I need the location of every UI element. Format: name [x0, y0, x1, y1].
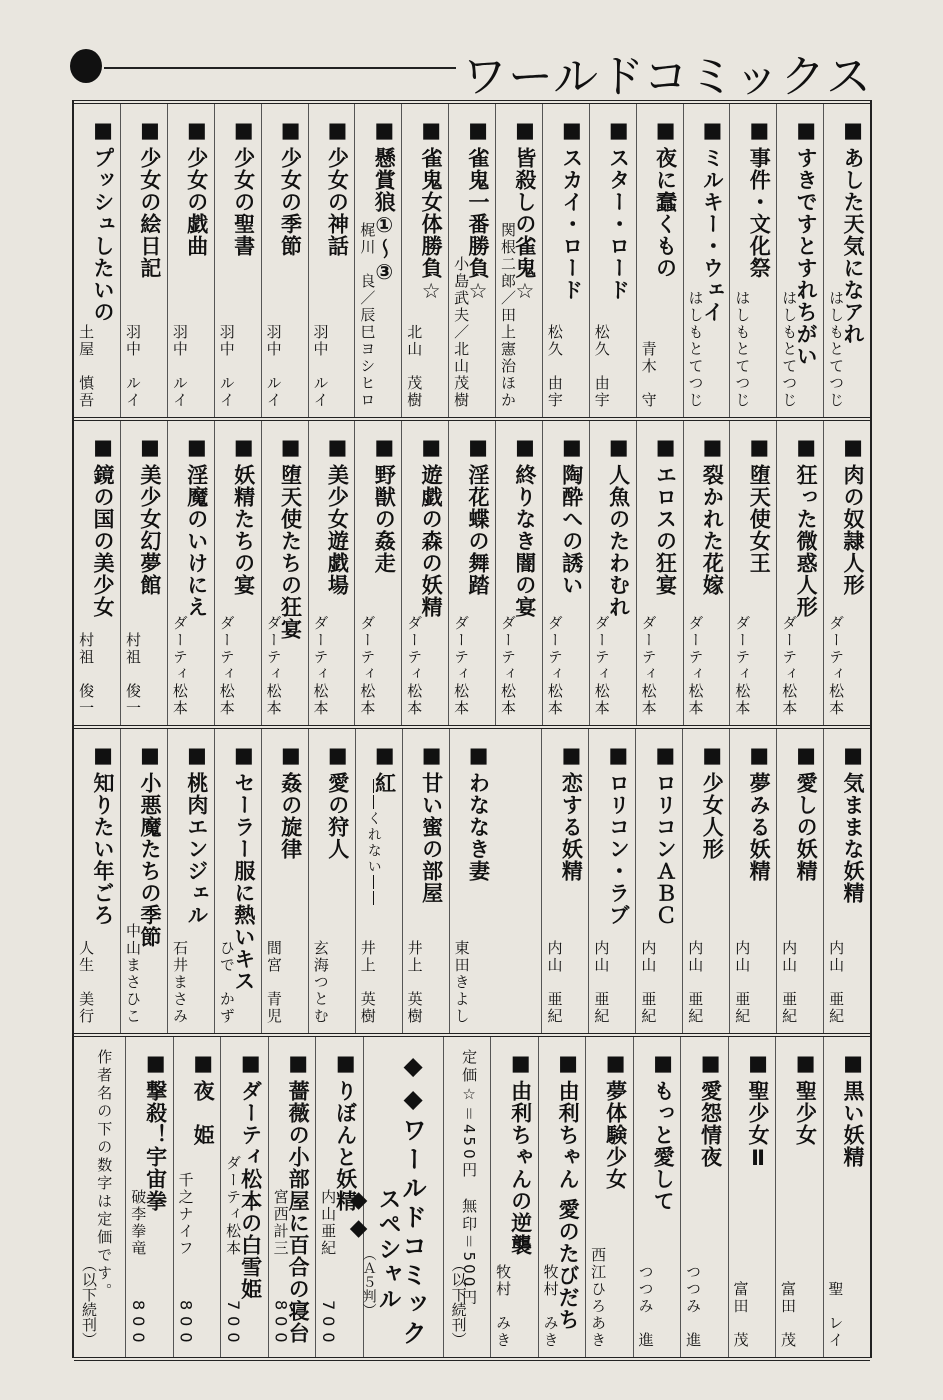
book-price: 700	[224, 1300, 244, 1349]
list-item	[449, 729, 496, 1033]
book-author: ダーティ松本	[224, 1155, 243, 1257]
list-item	[635, 729, 682, 1033]
book-author: 破李拳竜	[129, 1189, 148, 1257]
book-title: ■ 妖精たちの宴	[232, 435, 256, 596]
list-item	[538, 1037, 585, 1357]
book-author: 牧村 みき	[494, 1264, 513, 1349]
catalog-section	[74, 725, 870, 1033]
book-price: 700	[319, 1300, 339, 1349]
book-author: 内山亜紀	[319, 1189, 338, 1257]
book-title: ■ 愛しの妖精	[794, 743, 818, 882]
list-item	[823, 729, 870, 1033]
list-item	[823, 104, 870, 417]
list-item	[541, 729, 588, 1033]
book-author: はしもとてつじ	[733, 290, 752, 409]
list-item	[315, 1037, 362, 1357]
book-author: 内山 亜紀	[545, 940, 564, 1025]
list-item	[633, 1037, 680, 1357]
price-note-text: 作者名の下の数字は定価です。	[95, 1049, 114, 1301]
book-title: ■ 人魚のたわむれ	[607, 435, 631, 618]
book-price: 800	[271, 1300, 291, 1349]
book-title: ■ 夜に蠢くもの	[654, 118, 678, 279]
list-item	[823, 421, 870, 725]
book-author: 羽中 ルイ	[264, 324, 283, 409]
list-item	[729, 729, 776, 1033]
book-author: ダーティ松本	[170, 615, 189, 717]
book-author: ダーティ松本	[358, 615, 377, 717]
book-title: ■ 夢体験少女	[604, 1051, 628, 1190]
catalog-section	[74, 100, 870, 417]
list-item	[401, 421, 448, 725]
book-author: 宮西計三	[271, 1189, 290, 1257]
book-author: ひで かず	[217, 940, 236, 1025]
list-item	[495, 104, 542, 417]
list-item	[220, 1037, 267, 1357]
book-author: 羽中 ルイ	[217, 324, 236, 409]
book-author: ダーティ松本	[592, 615, 611, 717]
book-author: ダーティ松本	[545, 615, 564, 717]
book-title: ■ 少女人形	[700, 743, 724, 860]
list-item	[402, 729, 449, 1033]
list-item	[589, 104, 636, 417]
list-item	[125, 1037, 172, 1357]
book-title: ■ ロリコン・ラブ	[606, 743, 630, 926]
header-rule	[104, 67, 456, 69]
header-bullet-icon	[70, 49, 102, 83]
book-title: ■ 淫魔のいけにえ	[185, 435, 209, 618]
book-author: 松久 由宇	[592, 324, 611, 409]
list-item	[268, 1037, 315, 1357]
book-author: 中山まさひこ	[124, 923, 142, 1025]
book-author: つつみ 進	[684, 1264, 703, 1349]
book-author: 北山 茂樹	[405, 324, 424, 409]
book-title: ■ 堕天使たちの狂宴	[279, 435, 303, 640]
list-item	[448, 421, 495, 725]
list-item	[74, 729, 120, 1033]
list-item	[214, 421, 261, 725]
book-author: 土屋 慎吾	[77, 324, 96, 409]
book-price: 800	[129, 1300, 149, 1349]
list-item	[585, 1037, 632, 1357]
book-title: ■ プッシュしたいの	[91, 118, 115, 323]
book-author: 小島武夫／北山茂樹	[452, 256, 471, 409]
list-item	[74, 421, 120, 725]
book-author: ダーティ松本	[405, 615, 424, 717]
book-author: はしもとてつじ	[780, 290, 799, 409]
book-author: 村祖 俊一	[77, 632, 96, 717]
book-title: ■ 懸賞狼①〜③	[372, 118, 396, 285]
book-title: ■ 恋する妖精	[559, 743, 583, 882]
book-title: ■ 終りなき闇の宴	[513, 435, 537, 618]
book-title: ■ 少女の聖書	[232, 118, 256, 257]
list-item	[401, 104, 448, 417]
book-author: 内山 亜紀	[780, 940, 799, 1025]
book-author: 青木 守	[639, 341, 658, 409]
book-title: ■ 少女の季節	[279, 118, 303, 257]
list-item	[167, 104, 214, 417]
book-title: ■ 愛怨情夜	[699, 1051, 723, 1168]
price-legend-text: 定価☆＝450円 無印＝500円	[460, 1049, 479, 1308]
format-label: （Ａ５判）	[360, 1247, 377, 1317]
list-item	[775, 1037, 822, 1357]
catalog-section	[74, 1033, 870, 1361]
list-item	[173, 1037, 220, 1357]
book-author: 内山 亜紀	[827, 940, 846, 1025]
book-author: 羽中 ルイ	[311, 324, 330, 409]
list-item	[588, 729, 635, 1033]
book-author: 内山 亜紀	[686, 940, 705, 1025]
book-title: ■ あした天気になアれ	[841, 118, 865, 345]
list-item	[776, 104, 823, 417]
price-legend	[443, 1037, 490, 1357]
list-item	[729, 104, 776, 417]
book-author: 富田 茂	[779, 1281, 798, 1349]
list-item	[167, 421, 214, 725]
book-author: 人生 美行	[77, 940, 96, 1025]
list-item	[823, 1037, 870, 1357]
book-title: ■ 堕天使女王	[747, 435, 771, 574]
book-price: 800	[176, 1300, 196, 1349]
list-item	[355, 729, 402, 1033]
book-title: ■ スカイ・ロード	[560, 118, 584, 301]
book-title: ■ 夜 姫	[191, 1051, 215, 1146]
series-heading-line2: スペシャル◆◆	[345, 1187, 401, 1312]
book-author: 羽中 ルイ	[124, 324, 142, 409]
page-title: ワールドコミックス	[462, 50, 872, 103]
book-title: ■ 野獣の姦走	[372, 435, 396, 574]
book-title: ■ 聖少女	[794, 1051, 818, 1146]
book-title: ■ 愛の狩人	[326, 743, 350, 860]
blank-column	[496, 729, 542, 1033]
book-title: ■ 鏡の国の美少女	[91, 435, 115, 618]
list-item	[120, 729, 167, 1033]
book-author: 内山 亜紀	[639, 940, 658, 1025]
book-title: ■ 狂った微惑人形	[794, 435, 818, 618]
book-title: ■ ロリコンＡＢＣ	[653, 743, 677, 926]
list-item	[261, 421, 308, 725]
book-author: ダーティ松本	[311, 615, 330, 717]
book-title: ■ 桃肉エンジェル	[185, 743, 209, 926]
continued-label: （以下続刊）	[449, 1257, 468, 1347]
book-author: 井上 英樹	[358, 940, 377, 1025]
book-title: ■ わななき妻	[467, 743, 491, 882]
book-author: 松久 由宇	[545, 324, 564, 409]
book-author: ダーティ松本	[452, 615, 471, 717]
book-title: ■ 聖少女Ⅱ	[746, 1051, 770, 1171]
list-item	[490, 1037, 537, 1357]
list-item	[448, 104, 495, 417]
book-title: ■ 薔薇の小部屋に百合の寝台	[286, 1051, 310, 1344]
book-author: 村祖 俊一	[124, 632, 142, 717]
book-author: ダーティ松本	[733, 615, 752, 717]
book-title: ■ 陶酔への誘い	[560, 435, 584, 596]
list-item	[776, 421, 823, 725]
continued-label: （以下続刊）	[80, 1257, 99, 1347]
book-author: ダーティ松本	[639, 615, 658, 717]
catalog-section	[74, 417, 870, 725]
book-title: ■ 撃殺！宇宙拳	[144, 1051, 168, 1212]
book-title: ■ 由利ちゃんの逆襲	[509, 1051, 533, 1256]
book-author: ダーティ松本	[217, 615, 236, 717]
list-item	[74, 104, 120, 417]
list-item	[308, 421, 355, 725]
list-item	[542, 421, 589, 725]
series-heading-line1: ◆◆ワールドコミック	[398, 1051, 428, 1349]
list-item	[308, 729, 355, 1033]
book-title: ■ 事件・文化祭	[747, 118, 771, 279]
list-item	[354, 421, 401, 725]
list-item	[120, 421, 167, 725]
book-title: ■ 由利ちゃん 愛のたびだち	[556, 1051, 580, 1330]
book-title: ■ 雀鬼女体勝負☆	[419, 118, 443, 304]
book-title: ■ 遊戯の森の妖精	[419, 435, 443, 618]
book-author: 井上 英樹	[405, 940, 424, 1025]
book-title: ■ 気ままな妖精	[841, 743, 865, 904]
book-title: ■ ダーティ松本の白雪姫	[239, 1051, 263, 1300]
book-title: ■ 少女の絵日記	[138, 118, 162, 279]
list-item	[728, 1037, 775, 1357]
list-item	[261, 104, 308, 417]
book-title: ■ ミルキー・ウェイ	[700, 118, 724, 323]
list-item	[636, 104, 683, 417]
book-author: 千之ナイフ	[176, 1172, 195, 1257]
book-author: 内山 亜紀	[733, 940, 752, 1025]
book-title: ■ 夢みる妖精	[747, 743, 771, 882]
book-author: ダーティ松本	[780, 615, 799, 717]
book-author: 内山 亜紀	[592, 940, 611, 1025]
list-item	[589, 421, 636, 725]
list-item	[495, 421, 542, 725]
list-item	[120, 104, 167, 417]
book-title: ■ 皆殺しの雀鬼☆	[513, 118, 537, 304]
book-title: ■ 小悪魔たちの季節	[138, 743, 162, 948]
book-title: ■ りぼんと妖精	[334, 1051, 358, 1212]
book-title: ■ セーラー服に熱いキス	[232, 743, 256, 992]
book-title: ■ スター・ロード	[607, 118, 631, 301]
book-author: 牧村 みき	[541, 1264, 560, 1349]
list-item	[214, 729, 261, 1033]
book-title: ■ 知りたい年ごろ	[91, 743, 115, 926]
list-item	[682, 729, 729, 1033]
book-title: ■ もっと愛して	[651, 1051, 675, 1212]
book-title: ■ 裂かれた花嫁	[700, 435, 724, 596]
book-author: 東田きよし	[452, 940, 471, 1025]
book-title: ■ エロスの狂宴	[654, 435, 678, 596]
list-item	[308, 104, 355, 417]
book-author: 西江ひろあき	[589, 1247, 608, 1349]
book-title: ■ 美少女幻夢館	[138, 435, 162, 596]
list-item	[261, 729, 308, 1033]
list-item	[683, 104, 730, 417]
price-note	[74, 1037, 125, 1357]
book-author: はしもとてつじ	[686, 290, 705, 409]
book-author: 関根二郎／田上憲治ほか	[499, 222, 517, 409]
catalog-table	[72, 100, 872, 1358]
book-title: ■ 肉の奴隷人形	[841, 435, 865, 596]
book-author: 梶川 良／辰巳ヨシヒロ	[358, 222, 377, 409]
book-title: ■ 姦の旋律	[279, 743, 303, 860]
book-author: 石井まさみ	[170, 940, 189, 1025]
list-item	[636, 421, 683, 725]
book-title: ■ 紅	[373, 743, 397, 794]
book-title: ■ 淫花蝶の舞踏	[466, 435, 490, 596]
book-title: ■ 雀鬼一番勝負☆	[466, 118, 490, 304]
list-item	[683, 421, 730, 725]
book-author: ダーティ松本	[499, 615, 517, 717]
book-author: 富田 茂	[731, 1281, 750, 1349]
book-subtitle: ――くれない――	[365, 779, 382, 907]
book-author: 羽中 ルイ	[170, 324, 189, 409]
list-item	[542, 104, 589, 417]
book-author: つつみ 進	[636, 1264, 655, 1349]
list-item	[167, 729, 214, 1033]
book-author: ダーティ松本	[264, 615, 283, 717]
book-title: ■ 甘い蜜の部屋	[420, 743, 444, 904]
list-item	[776, 729, 823, 1033]
book-title: ■ すきですとすれちがい	[794, 118, 818, 367]
list-item	[214, 104, 261, 417]
book-author: 間宮 青児	[264, 940, 283, 1025]
book-title: ■ 黒い妖精	[841, 1051, 865, 1168]
book-author: はしもとてつじ	[827, 290, 846, 409]
book-title: ■ 少女の神話	[325, 118, 349, 257]
book-author: ダーティ松本	[686, 615, 705, 717]
book-author: 玄海つとむ	[311, 940, 330, 1025]
list-item	[354, 104, 401, 417]
book-title: ■ 少女の戯曲	[185, 118, 209, 257]
book-author: 聖 レイ	[826, 1281, 845, 1349]
book-title: ■ 美少女遊戯場	[325, 435, 349, 596]
list-item	[680, 1037, 727, 1357]
book-author: ダーティ松本	[827, 615, 846, 717]
list-item	[729, 421, 776, 725]
